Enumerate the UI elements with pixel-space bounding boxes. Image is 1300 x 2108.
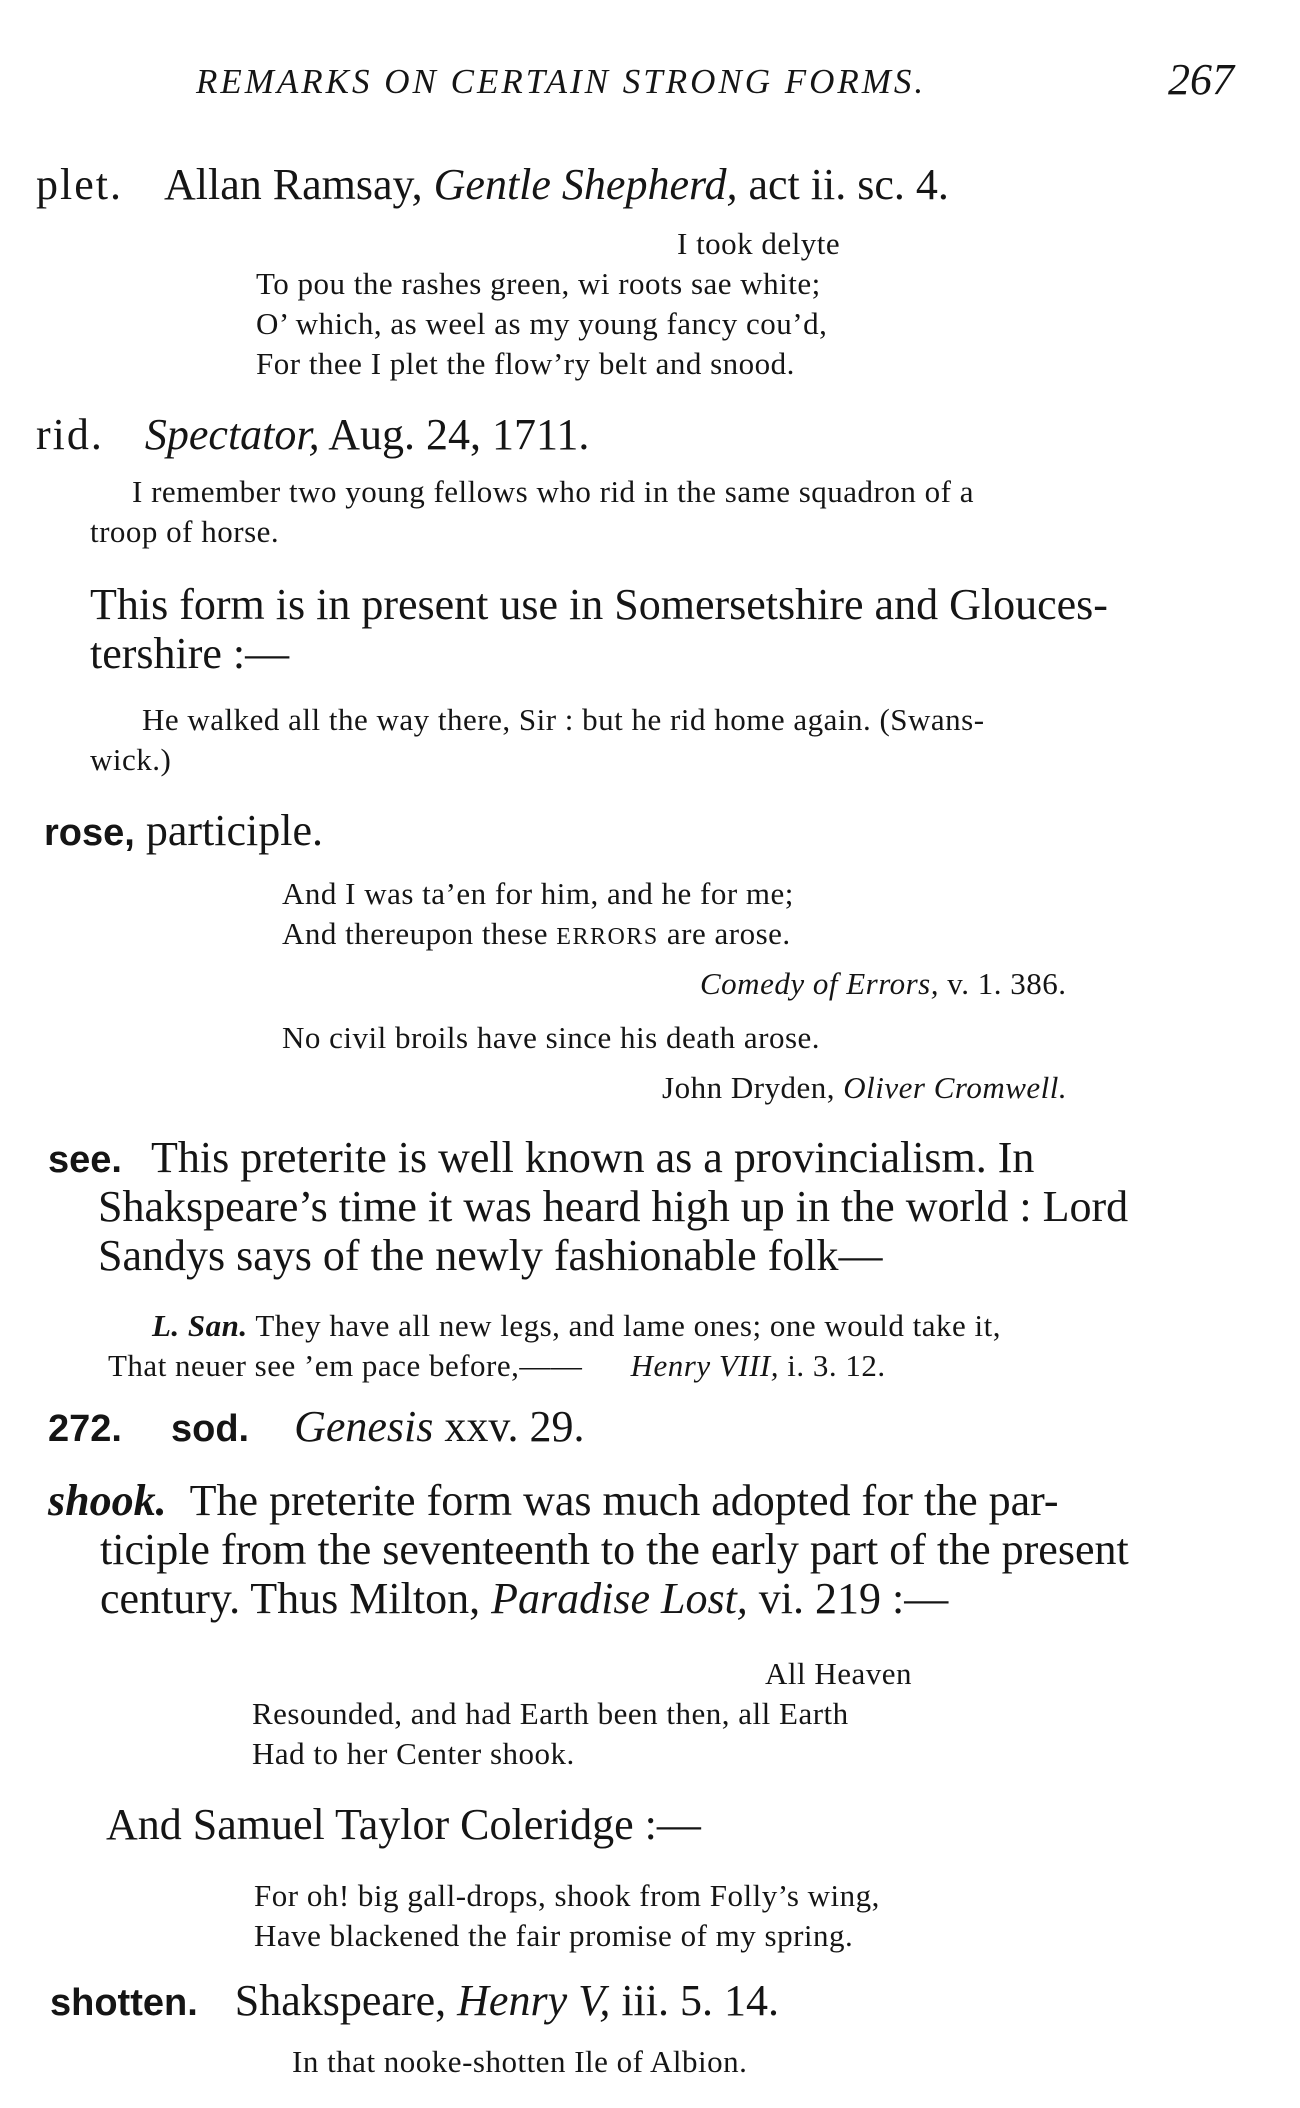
running-title: REMARKS ON CERTAIN STRONG FORMS. [196,62,927,101]
headword-sod: sod. [170,1408,250,1450]
plet-verse-line: I took delyte [677,226,841,261]
rid-example-line: wick.) [90,742,172,777]
shotten-quote: In that nooke-shotten Ile of Albion. [292,2044,748,2079]
rid-quote-line: troop of horse. [90,514,280,549]
headword-shotten: shotten. [50,1982,198,2024]
headword-see: see. [48,1139,122,1181]
shook-remark: And Samuel Taylor Coleridge :— [106,1800,701,1849]
rose-verse-line: And I was ta’en for him, and he for me; [282,876,794,911]
shook-text-line: century. Thus Milton, Paradise Lost, vi. 219 :— [100,1574,949,1623]
shook-verse-line: Resounded, and had Earth been then, all Earth [252,1696,849,1731]
headword-rose: rose, [44,812,135,854]
shook-text-line: ticiple from the seventeenth to the early part of the present [100,1525,1129,1574]
entry-rid-heading [36,410,589,460]
speaker-label: L. San. [152,1308,248,1343]
see-text-line: Sandys says of the newly fashionable folk— [98,1231,883,1280]
rose-label: participle. [145,806,323,855]
rid-source-ref: Aug. 24, 1711. [328,410,590,459]
page-number: 267 [1168,55,1234,104]
rose-citation-2: John Dryden, Oliver Cromwell. [662,1070,1068,1105]
rid-example-line: He walked all the way there, Sir : but he rid home again. (Swans- [142,702,985,737]
rose-verse-line: And thereupon these ERRORS are arose. [282,916,791,951]
shotten-source-ref: iii. 5. 14. [621,1976,780,2025]
headword-rid: rid. [36,410,104,459]
see-quote-line: L. San. They have all new legs, and lame ones; one would take it, [152,1308,1001,1343]
plet-verse-line: O’ which, as weel as my young fancy cou’d, [256,306,828,341]
headword-shook: shook. [48,1476,167,1525]
shook-verse-line: All Heaven [765,1656,913,1691]
shook-verse-line: Have blackened the fair promise of my spring. [254,1918,854,1953]
entry-rose-heading [44,806,323,858]
shotten-source-work: Henry V, [457,1976,611,2025]
section-number: 272. [48,1408,122,1450]
headword-plet: plet. [36,160,123,209]
rid-quote-line: I remember two young fellows who rid in the same squadron of a [132,474,974,509]
rose-citation-1: Comedy of Errors, v. 1. 386. [700,966,1067,1001]
shook-verse-line: For oh! big gall-drops, shook from Folly’s wing, [254,1878,880,1913]
small-caps-errors: ERRORS [556,924,659,950]
rid-source-work: Spectator, [144,410,320,459]
shook-verse-line: Had to her Center shook. [252,1736,575,1771]
rid-remark-line: This form is in present use in Somersetshire and Glouces- [90,580,1108,629]
sod-source-ref: xxv. 29. [444,1402,585,1451]
entry-shotten-heading [50,1976,779,2028]
rose-verse-line: No civil broils have since his death arose. [282,1020,821,1055]
plet-verse-line: To pou the rashes green, wi roots sae white; [256,266,821,301]
plet-source-work: Gentle Shepherd, [433,160,738,209]
see-quote-line: That neuer see ’em pace before,—— Henry VIII, i. 3. 12. [108,1348,886,1383]
plet-verse-line: For thee I plet the flow’ry belt and snood. [256,346,795,381]
shotten-source-author: Shakspeare, [234,1976,447,2025]
entry-see-line1: see. This preterite is well known as a provincialism. In [48,1133,1035,1182]
sod-source-work: Genesis [294,1402,434,1451]
entry-shook-line1: shook. The preterite form was much adopted for the par- [48,1476,1059,1525]
plet-source-author: Allan Ramsay, [163,160,423,209]
entry-plet-heading [36,160,949,210]
see-text-line: Shakspeare’s time it was heard high up in the world : Lord [98,1182,1129,1231]
entry-sod-heading [48,1402,585,1454]
rid-remark-line: tershire :— [90,629,290,678]
plet-source-ref: act ii. sc. 4. [748,160,949,209]
